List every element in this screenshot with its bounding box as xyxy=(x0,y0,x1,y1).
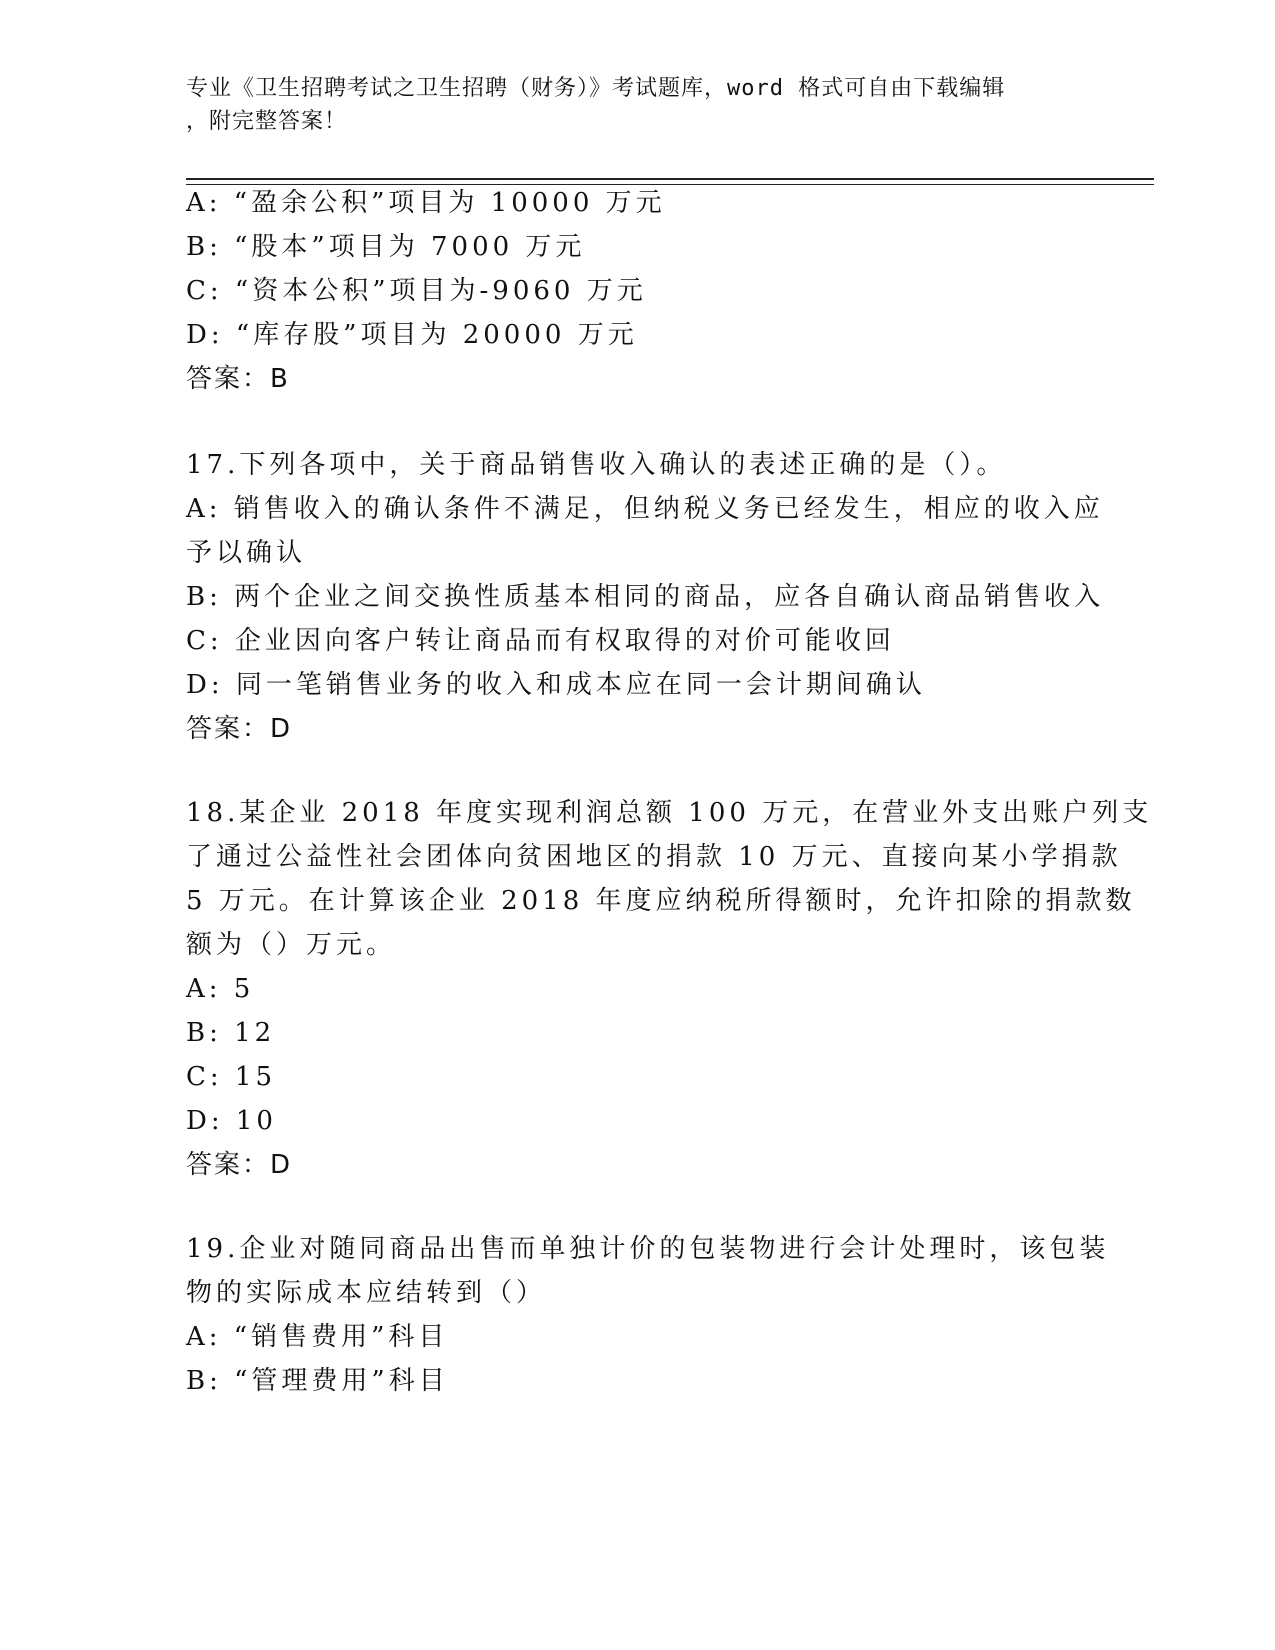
header-line-1: 专业《卫生招聘考试之卫生招聘（财务）》考试题库，word 格式可自由下载编辑 xyxy=(186,76,1006,101)
header-line-2: ，附完整答案！ xyxy=(186,109,348,134)
q16-answer: 答案：B xyxy=(186,364,290,394)
q18-stem-line-3: 5 万元。在计算该企业 2018 年度应纳税所得额时，允许扣除的捐款数 xyxy=(186,886,1136,916)
header-divider-thin xyxy=(186,184,1154,185)
q17-option-d: D: 同一笔销售业务的收入和成本应在同一会计期间确认 xyxy=(186,670,926,700)
q18-option-b: B: 12 xyxy=(186,1018,276,1048)
q18-option-c: C: 15 xyxy=(186,1062,277,1092)
q17-option-a: A: 销售收入的确认条件不满足，但纳税义务已经发生，相应的收入应 xyxy=(186,494,1104,524)
q18-stem-line-2: 了通过公益性社会团体向贫困地区的捐款 10 万元、直接向某小学捐款 xyxy=(186,842,1122,872)
header-divider-thick xyxy=(186,178,1154,180)
q17-stem-line-1: 17.下列各项中，关于商品销售收入确认的表述正确的是（）。 xyxy=(186,450,1007,480)
q17-option-a-cont: 予以确认 xyxy=(186,538,307,568)
q16-option-b: B: “股本”项目为 7000 万元 xyxy=(186,232,586,262)
q19-stem-line-2: 物的实际成本应结转到（） xyxy=(186,1278,547,1308)
q17-option-b: B: 两个企业之间交换性质基本相同的商品，应各自确认商品销售收入 xyxy=(186,582,1105,612)
q16-option-d: D: “库存股”项目为 20000 万元 xyxy=(186,320,638,350)
q19-option-b: B: “管理费用”科目 xyxy=(186,1366,449,1396)
document-header xyxy=(186,72,1066,138)
q16-option-a: A: “盈余公积”项目为 10000 万元 xyxy=(186,188,666,218)
q18-stem-line-1: 18.某企业 2018 年度实现利润总额 100 万元，在营业外支出账户列支 xyxy=(186,798,1153,828)
q16-option-c: C: “资本公积”项目为-9060 万元 xyxy=(186,276,647,306)
q18-answer: 答案：D xyxy=(186,1150,293,1180)
q19-option-a: A: “销售费用”科目 xyxy=(186,1322,449,1352)
q18-stem-line-4: 额为（）万元。 xyxy=(186,930,397,960)
q18-option-d: D: 10 xyxy=(186,1106,277,1136)
q19-stem-line-1: 19.企业对随同商品出售而单独计价的包装物进行会计处理时，该包装 xyxy=(186,1234,1110,1264)
q17-option-c: C: 企业因向客户转让商品而有权取得的对价可能收回 xyxy=(186,626,895,656)
q17-answer: 答案：D xyxy=(186,714,293,744)
q18-option-a: A: 5 xyxy=(186,974,255,1004)
